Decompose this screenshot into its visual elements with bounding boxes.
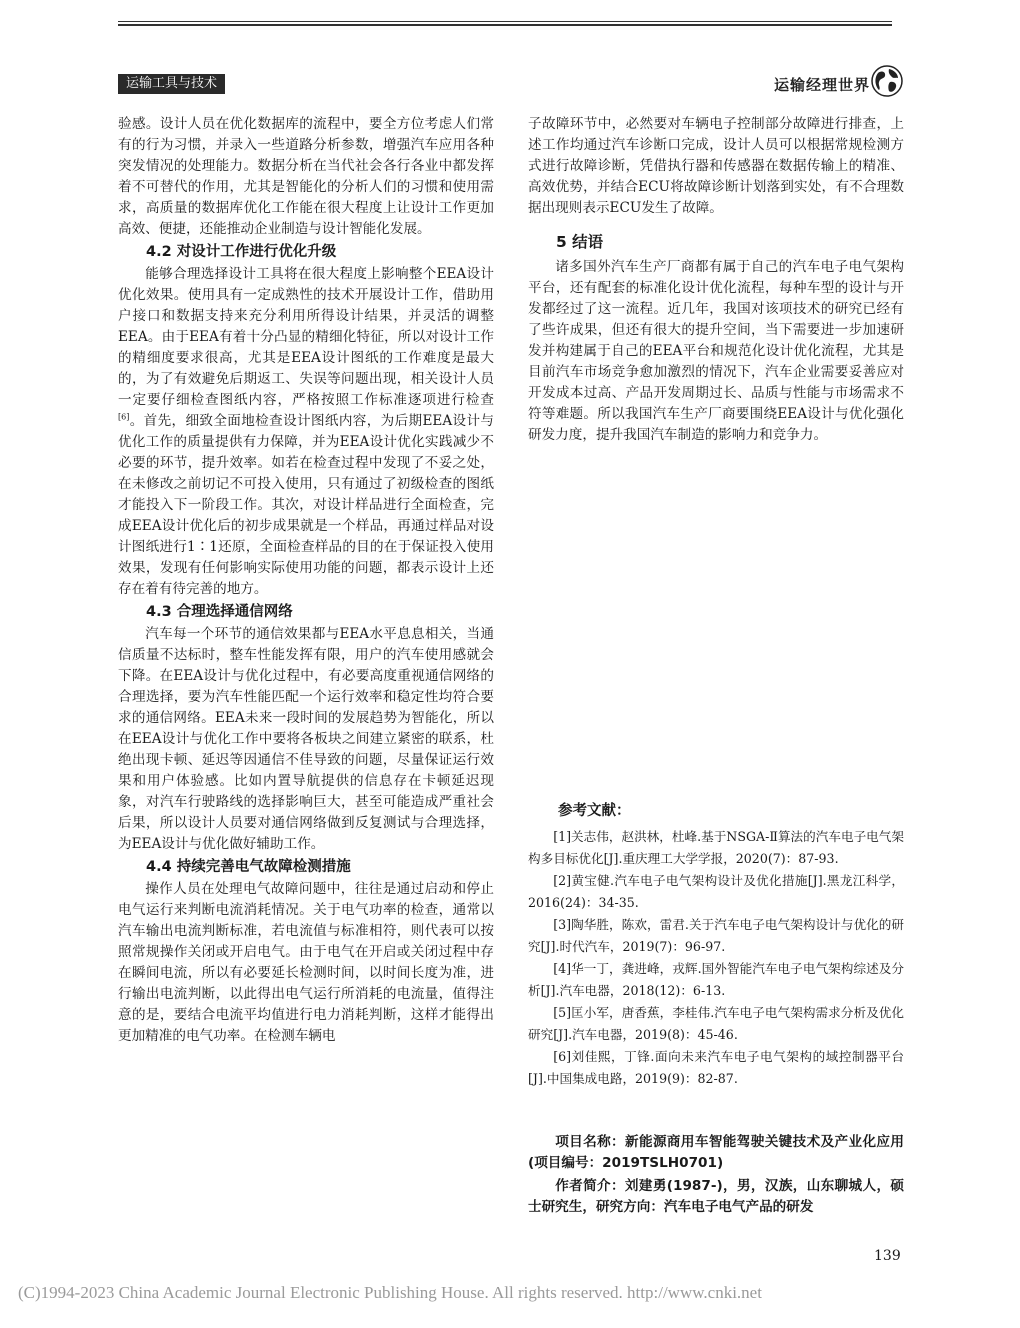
reference-item: [5]匡小军，唐香蕉，李桂伟.汽车电子电气架构需求分析及优化研究[J].汽车电器，2019(8)：45-46. (528, 1005, 904, 1042)
paragraph: 操作人员在处理电气故障问题中，往往是通过启动和停止电气运行来判断电流消耗情况。关于电气功率的检查，通常以汽车输出电流判断标准，若电流值与标准相符，则代表可以按照常规操作关闭或开启电气。由于电气在开启或关闭过程中存在瞬间电流，所以有必要延长检测时间，以时间长度为准，进行输出电流判断，以此得出电气运行所消耗的电流量，值得注意的是，要结合电流平均值进行电力消耗判断，这样才能得出更加精准的电气功率。在检测车辆电 (118, 881, 494, 1044)
project-name: 项目名称：新能源商用车智能驾驶关键技术及产业化应用(项目编号：2019TSLH0701) (528, 1134, 904, 1171)
paragraph: 子故障环节中，必然要对车辆电子控制部分故障进行排查，上述工作均通过汽车诊断口完成，设计人员可以根据常规检测方式进行故障诊断，凭借执行器和传感器在数据传输上的精准、高效优势，并结合ECU将故障诊断计划落到实处，有不合理数据出现则表示ECU发生了故障。 (528, 116, 904, 216)
reference-item: [3]陶华胜，陈欢，雷君.关于汽车电子电气架构设计与优化的研究[J].时代汽车，2019(7)：96-97. (528, 917, 904, 954)
section-heading-4-4: 4.4 持续完善电气故障检测措施 (146, 859, 351, 875)
section-heading-5: 5 结语 (556, 233, 604, 251)
reference-item: [1]关志伟，赵洪林，杜峰.基于NSGA-Ⅱ算法的汽车电子电气架构多目标优化[J].重庆理工大学学报，2020(7)：87-93. (528, 829, 904, 866)
citation: [6] (118, 412, 130, 422)
header-rule-thick (118, 24, 892, 26)
paragraph: 汽车每一个环节的通信效果都与EEA水平息息相关，当通信质量不达标时，整车性能发挥有限，用户的汽车使用感就会下降。在EEA设计与优化过程中，有必要高度重视通信网络的合理选择，要为汽车性能匹配一个运行效率和稳定性均符合要求的通信网络。EEA未来一段时间的发展趋势为智能化，所以在EEA设计与优化工作中要将各板块之间建立紧密的联系，杜绝出现卡顿、延迟等因通信不佳导致的问题，尽量保证运行效果和用户体验感。比如内置导航提供的信息存在卡顿延迟现象，对汽车行驶路线的选择影响巨大，甚至可能造成严重社会后果，所以设计人员要对通信网络做到反复测试与合理选择，为EEA设计与优化做好辅助工作。 (118, 626, 494, 852)
author-bio: 作者简介：刘建勇(1987-)，男，汉族，山东聊城人，硕士研究生，研究方向：汽车电子电气产品的研发 (528, 1178, 904, 1215)
section-heading-4-2: 4.2 对设计工作进行优化升级 (146, 244, 337, 260)
right-column (528, 114, 904, 446)
paragraph: 诸多国外汽车生产厂商都有属于自己的汽车电子电气架构平台，还有配套的标准化设计优化流程，每种车型的设计与开发都经过了这一流程。近几年，我国对该项技术的研究已经有了些许成果，但还有很大的提升空间，当下需要进一步加速研发并构建属于自己的EEA平台和规范化设计优化流程，尤其是目前汽车市场竞争愈加激烈的情况下，汽车企业需要妥善应对开发成本过高、产品开发周期过长、品质与性能与市场需求不符等难题。所以我国汽车生产厂商要围绕EEA设计与优化强化研发力度，提升我国汽车制造的影响力和竞争力。 (528, 259, 904, 443)
reference-item: [6]刘佳熙，丁锋.面向未来汽车电子电气架构的域控制器平台[J].中国集成电路，2019(9)：82-87. (528, 1049, 904, 1086)
section-heading-4-3: 4.3 合理选择通信网络 (146, 604, 293, 620)
paragraph: 能够合理选择设计工具将在很大程度上影响整个EEA设计优化效果。使用具有一定成熟性的技术开展设计工作，借助用户接口和数据支持来充分利用所得设计结果，并灵活的调整EEA。由于EEA有着十分凸显的精细化特征，所以对设计工作的精细度要求很高，尤其是EEA设计图纸的工作难度是最大的，为了有效避免后期返工、失误等问题出现，相关设计人员一定要仔细检查图纸内容，严格按照工作标准逐项进行检查[6]。首先，细致全面地检查设计图纸内容，为后期EEA设计与优化工作的质量提供有力保障，并为EEA设计优化实践减少不必要的环节，提升效率。如若在检查过程中发现了不妥之处，在未修改之前切记不可投入使用，只有通过了初级检查的图纸才能投入下一阶段工作。其次，对设计样品进行全面检查，完成EEA设计优化后的初步成果就是一个样品，再通过样品对设计图纸进行1∶1还原，全面检查样品的目的在于保证投入使用效果，发现有任何影响实际使用功能的问题，都表示设计上还存在着有待完善的地方。 (118, 266, 494, 597)
paragraph: 验感。设计人员在优化数据库的流程中，要全方位考虑人们常有的行为习惯，并录入一些道路分析参数，增强汽车应用各种突发情况的处理能力。数据分析在当代社会各行各业中都发挥着不可替代的作用，尤其是智能化的分析人们的习惯和使用需求，高质量的数据库优化工作能在很大程度上让设计工作更加高效、便捷，还能推动企业制造与设计智能化发展。 (118, 116, 494, 237)
page-number: 139 (874, 1248, 901, 1264)
section-tag: 运输工具与技术 (118, 74, 225, 94)
project-info (528, 1132, 904, 1220)
page-header (118, 64, 900, 104)
copyright-footer: (C)1994-2023 China Academic Journal Electronic Publishing House. All rights reserved. http://www.cnki.net (18, 1283, 762, 1302)
reference-item: [4]华一丁，龚进峰，戎辉.国外智能汽车电子电气架构综述及分析[J].汽车电器，2018(12)：6-13. (528, 961, 904, 998)
globe-icon (870, 64, 904, 98)
reference-item: [2]黄宝健.汽车电子电气架构设计及优化措施[J].黑龙江科学，2016(24)：34-35. (528, 873, 904, 910)
left-column (118, 114, 494, 1047)
references-title: 参考文献： (558, 803, 631, 819)
journal-name: 运输经理世界 (773, 76, 870, 94)
references (528, 800, 904, 1090)
header-rule (118, 21, 892, 22)
